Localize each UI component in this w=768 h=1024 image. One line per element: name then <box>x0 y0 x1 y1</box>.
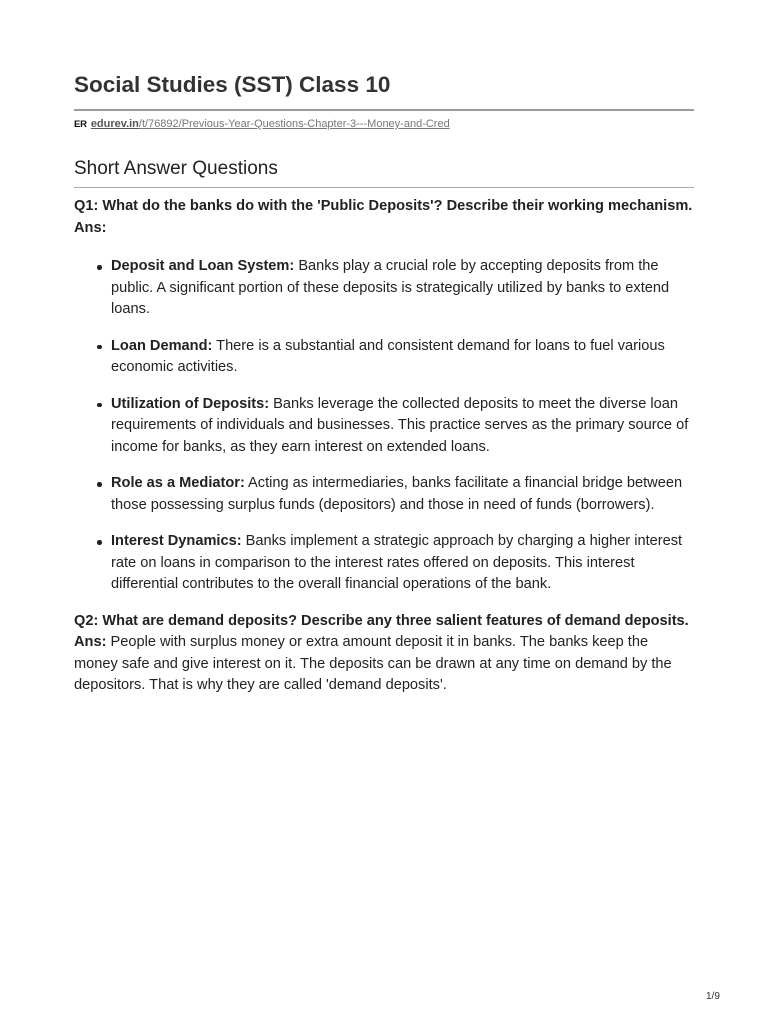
point-text: Acting as intermediaries, banks facilitate a financial bridge between those possessing surplus funds (depositors) and those in need of funds (borrowers). <box>111 475 683 513</box>
point-text: Banks implement a strategic approach by charging a higher interest rate on loans in comparison to the interest rates offered on deposits. This interest differential contributes to the overall financial operations of the bank. <box>111 533 683 592</box>
point-term: Interest Dynamics: <box>111 533 242 549</box>
list-item <box>111 256 694 321</box>
point-text: There is a substantial and consistent demand for loans to fuel various economic activities. <box>111 337 665 375</box>
answer-1-list <box>74 256 694 596</box>
edurev-logo-icon: ER <box>74 118 87 130</box>
answer-2-label: Ans: <box>74 634 107 650</box>
section-divider <box>74 187 694 188</box>
point-term: Loan Demand: <box>111 337 213 354</box>
list-item <box>111 531 694 596</box>
page-indicator: 1/9 <box>706 991 720 1002</box>
list-item <box>111 473 694 516</box>
list-item <box>111 336 694 379</box>
source-path: /t/76892/Previous-Year-Questions-Chapter-3---Money-and-Cred <box>138 118 450 130</box>
answer-2-text: People with surplus money or extra amount deposit it in banks. The banks keep the money safe and give interest on it. The deposits can be drawn at any time on demand by the depositors. That is why they are called 'demand deposits'. <box>74 634 672 693</box>
page-title: Social Studies (SST) Class 10 <box>74 72 391 97</box>
source-link[interactable] <box>91 118 450 130</box>
answer-2 <box>74 632 694 697</box>
section-title: Short Answer Questions <box>74 158 278 179</box>
point-text: Banks leverage the collected deposits to meet the diverse loan requirements of individuals and businesses. This practice serves as the primary source of income for banks, as they earn interest on extended loans. <box>111 395 689 455</box>
question-1: Q1: What do the banks do with the 'Public Deposits'? Describe their working mechanism. <box>74 198 693 214</box>
document-page <box>74 70 694 697</box>
source-domain: edurev.in <box>90 118 139 130</box>
point-term: Role as a Mediator: <box>111 475 245 491</box>
point-term: Deposit and Loan System: <box>111 258 295 274</box>
source-link-row <box>74 116 694 132</box>
question-2: Q2: What are demand deposits? Describe any three salient features of demand deposits. <box>74 612 689 629</box>
title-divider <box>74 109 694 111</box>
answer-1-label: Ans: <box>74 219 107 236</box>
list-item <box>111 394 694 459</box>
point-term: Utilization of Deposits: <box>111 395 270 412</box>
point-text: Banks play a crucial role by accepting deposits from the public. A significant portion of these deposits is strategically utilized by banks to extend loans. <box>111 258 670 317</box>
